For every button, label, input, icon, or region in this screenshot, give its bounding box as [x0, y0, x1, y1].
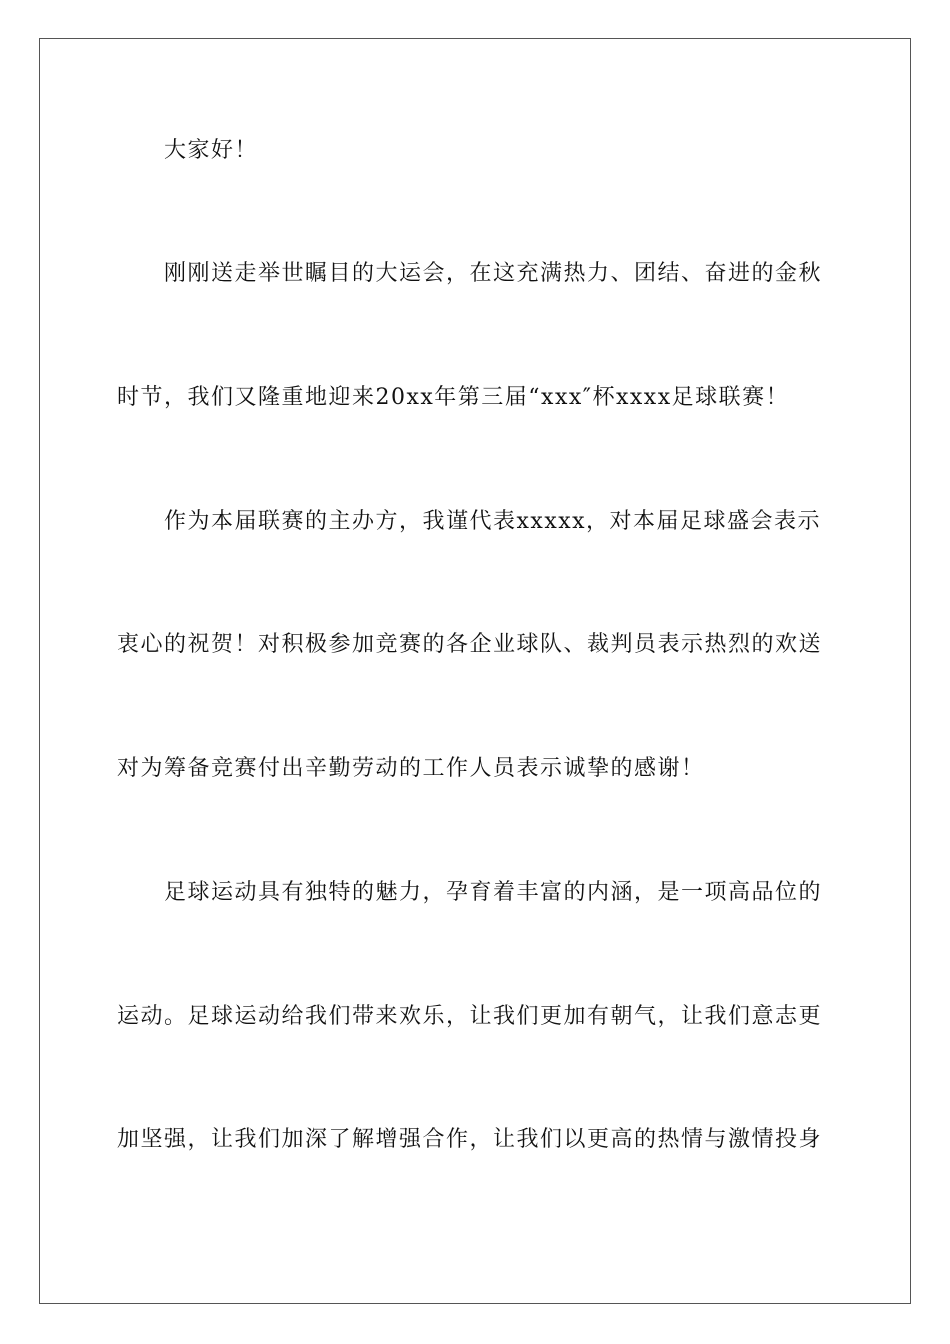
paragraph-3-line-2: 运动。足球运动给我们带来欢乐，让我们更加有朝气，让我们意志更: [117, 1004, 823, 1029]
page-frame: [39, 38, 911, 1304]
paragraph-2-line-3: 对为筹备竞赛付出辛勤劳动的工作人员表示诚挚的感谢！: [117, 756, 705, 781]
paragraph-2-line-2: 衷心的祝贺！对积极参加竞赛的各企业球队、裁判员表示热烈的欢送: [117, 632, 823, 657]
paragraph-1-line-1: 刚刚送走举世瞩目的大运会，在这充满热力、团结、奋进的金秋: [164, 261, 823, 286]
paragraph-2-line-1: 作为本届联赛的主办方，我谨代表xxxxx，对本届足球盛会表示: [164, 509, 822, 534]
paragraph-3-line-1: 足球运动具有独特的魅力，孕育着丰富的内涵，是一项高品位的: [164, 880, 823, 905]
paragraph-1-line-2: 时节，我们又隆重地迎来20xx年第三届“xxx″杯xxxx足球联赛！: [117, 385, 790, 410]
paragraph-3-line-3: 加坚强，让我们加深了解增强合作，让我们以更高的热情与激情投身: [117, 1127, 823, 1152]
greeting-line: 大家好！: [164, 138, 259, 163]
